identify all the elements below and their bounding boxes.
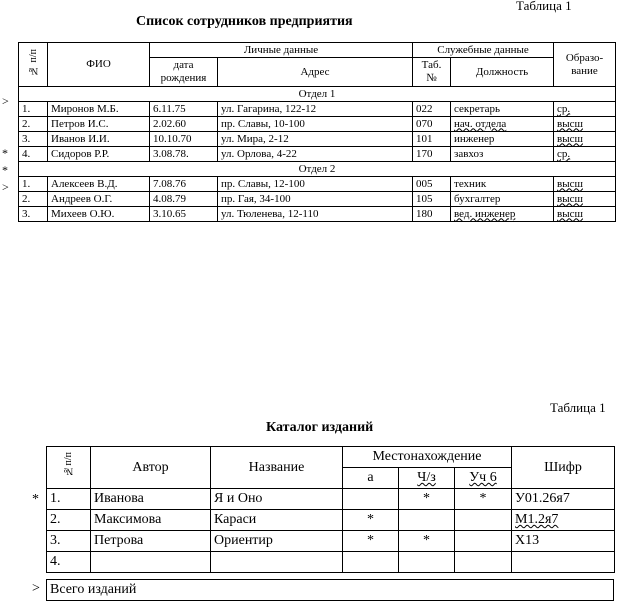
cell: 4.08.79	[150, 192, 218, 207]
row-marker: *	[2, 163, 8, 177]
cell: вед. инженер	[451, 207, 554, 222]
cell: Петрова	[91, 531, 211, 552]
header-name: Название	[211, 447, 343, 489]
cell: Х13	[512, 531, 615, 552]
cell	[399, 510, 455, 531]
cell: 1.	[19, 177, 48, 192]
cell: высш	[554, 117, 616, 132]
cell: ср.	[554, 147, 616, 162]
cell: завхоз	[451, 147, 554, 162]
header-address: Адрес	[218, 58, 413, 87]
cell: 3.	[47, 531, 91, 552]
cell	[455, 531, 512, 552]
cell: ул. Мира, 2-12	[218, 132, 413, 147]
cell: 2.	[19, 192, 48, 207]
cell: Алексеев В.Д.	[48, 177, 150, 192]
header-birth: дата рождения	[150, 58, 218, 87]
cell: Иванова	[91, 489, 211, 510]
cell: 2.	[47, 510, 91, 531]
cell: У01.26я7	[512, 489, 615, 510]
header-author: Автор	[91, 447, 211, 489]
row-marker: >	[2, 180, 9, 194]
cell: 3.10.65	[150, 207, 218, 222]
header-personal: Личные данные	[150, 43, 413, 58]
cell: 2.02.60	[150, 117, 218, 132]
row-marker: >	[32, 581, 40, 596]
cell: Ориентир	[211, 531, 343, 552]
table-row	[19, 207, 616, 222]
header-code: Шифр	[512, 447, 615, 489]
header-uch6: Уч 6	[455, 468, 512, 489]
cell: Миронов М.Б.	[48, 102, 150, 117]
cell: нач. отдела	[451, 117, 554, 132]
cell: 170	[413, 147, 451, 162]
table-row	[19, 132, 616, 147]
cell: Михеев О.Ю.	[48, 207, 150, 222]
table-row	[47, 531, 615, 552]
cell: 7.08.76	[150, 177, 218, 192]
header-chz: Ч/з	[399, 468, 455, 489]
cell: высш	[554, 207, 616, 222]
row-marker: *	[32, 492, 39, 507]
cell: Максимова	[91, 510, 211, 531]
group-title: Отдел 1	[19, 87, 616, 102]
cell: секретарь	[451, 102, 554, 117]
table2-title: Каталог изданий	[266, 420, 374, 435]
cell: ул. Тюленева, 12-110	[218, 207, 413, 222]
cell: ул. Гагарина, 122-12	[218, 102, 413, 117]
employees-table	[18, 42, 616, 222]
table1-label: Таблица 1	[516, 0, 572, 13]
cell: 1.	[19, 102, 48, 117]
cell: Сидоров Р.Р.	[48, 147, 150, 162]
cell: 3.	[19, 132, 48, 147]
group-title: Отдел 2	[19, 162, 616, 177]
cell: 3.	[19, 207, 48, 222]
cell: Иванов И.И.	[48, 132, 150, 147]
table-row	[19, 177, 616, 192]
table-row	[47, 510, 615, 531]
cell	[343, 489, 399, 510]
cell: 180	[413, 207, 451, 222]
cell: пр. Славы, 12-100	[218, 177, 413, 192]
cell: Петров И.С.	[48, 117, 150, 132]
header-fio: ФИО	[48, 43, 150, 87]
header-tab: Таб. №	[413, 58, 451, 87]
cell: 3.08.78.	[150, 147, 218, 162]
cell: М1.2я7	[512, 510, 615, 531]
header-location: Местонахождение	[343, 447, 512, 468]
table-row	[19, 147, 616, 162]
cell: Я и Оно	[211, 489, 343, 510]
cell	[211, 552, 343, 573]
cell: 022	[413, 102, 451, 117]
cell: 101	[413, 132, 451, 147]
cell: 005	[413, 177, 451, 192]
cell: *	[343, 531, 399, 552]
cell: 070	[413, 117, 451, 132]
cell: пр. Славы, 10-100	[218, 117, 413, 132]
header-position: Должность	[451, 58, 554, 87]
total-label: Всего изданий	[47, 580, 614, 601]
header-num: №п/п	[47, 447, 91, 489]
table-row	[47, 489, 615, 510]
cell	[455, 510, 512, 531]
table-row	[19, 192, 616, 207]
table-row	[19, 102, 616, 117]
cell: 10.10.70	[150, 132, 218, 147]
header-a: а	[343, 468, 399, 489]
cell	[455, 552, 512, 573]
header-education: Образо-вание	[554, 43, 616, 87]
cell: ул. Орлова, 4-22	[218, 147, 413, 162]
row-marker: >	[2, 94, 9, 108]
table-row	[19, 117, 616, 132]
table1-title: Список сотрудников предприятия	[136, 14, 353, 29]
header-service: Служебные данные	[413, 43, 554, 58]
cell: *	[455, 489, 512, 510]
cell	[91, 552, 211, 573]
cell	[512, 552, 615, 573]
cell	[399, 552, 455, 573]
cell: высш	[554, 177, 616, 192]
cell: *	[399, 531, 455, 552]
cell: инженер	[451, 132, 554, 147]
cell: 1.	[47, 489, 91, 510]
cell: 105	[413, 192, 451, 207]
cell: высш	[554, 132, 616, 147]
cell: ср.	[554, 102, 616, 117]
cell: 4.	[47, 552, 91, 573]
cell: 6.11.75	[150, 102, 218, 117]
header-num: № п/п	[19, 43, 48, 87]
catalog-total-table	[46, 579, 614, 601]
cell: Андреев О.Г.	[48, 192, 150, 207]
table2-label: Таблица 1	[550, 400, 606, 415]
cell: высш	[554, 192, 616, 207]
cell: 2.	[19, 117, 48, 132]
cell: техник	[451, 177, 554, 192]
cell: *	[343, 510, 399, 531]
row-marker: *	[2, 146, 8, 160]
cell: бухгалтер	[451, 192, 554, 207]
catalog-table	[46, 446, 615, 573]
cell: *	[399, 489, 455, 510]
cell: пр. Гая, 34-100	[218, 192, 413, 207]
cell: 4.	[19, 147, 48, 162]
cell	[343, 552, 399, 573]
cell: Караси	[211, 510, 343, 531]
table-row	[47, 552, 615, 573]
